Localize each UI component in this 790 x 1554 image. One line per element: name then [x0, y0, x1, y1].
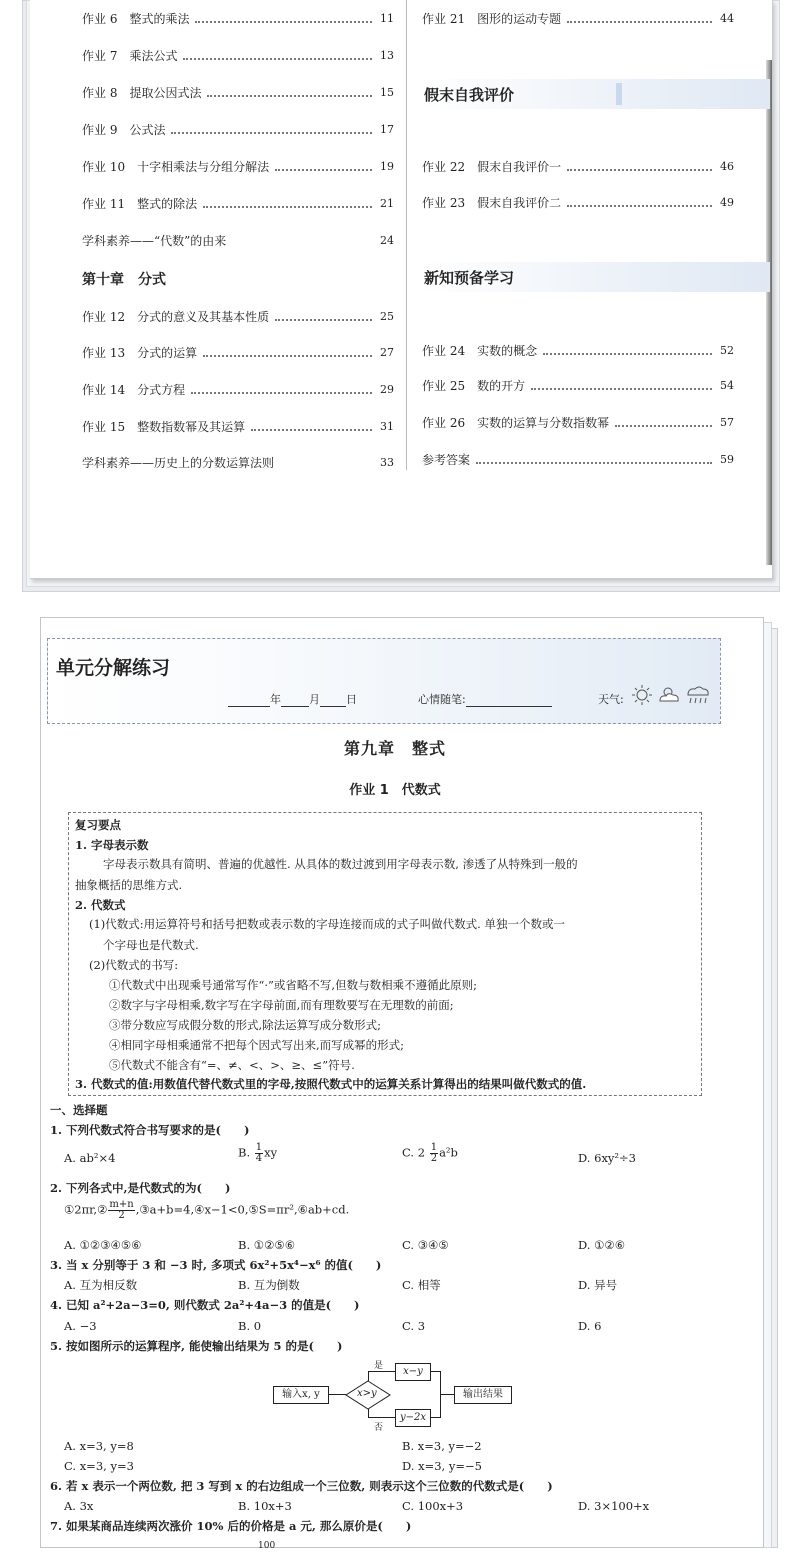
toc-item-page: 19	[380, 160, 394, 173]
toc-item-label: 作业 25 数的开方	[422, 376, 531, 396]
review-heading: 复习要点	[75, 818, 121, 832]
column-divider	[406, 0, 407, 470]
flow-input: 输入x, y	[273, 1386, 329, 1404]
toc-item-label: 参考答案	[422, 450, 476, 470]
weather-line: 天气:	[598, 693, 624, 706]
toc-item-label: 作业 11 整式的除法	[82, 194, 203, 214]
toc-item-page: 11	[380, 12, 394, 25]
partly-cloudy-icon	[660, 688, 678, 701]
option-a: A. −3	[64, 1319, 97, 1333]
option-a: A. x=3, y=8	[64, 1439, 134, 1453]
toc-item-page: 31	[380, 420, 394, 433]
review-line: ②数字与字母相乘,数字写在字母前面,而有理数要写在无理数的前面;	[109, 998, 454, 1012]
review-line: ①代数式中出现乘号通常写作“·”或省略不写,但数与数相乘不遵循此原则;	[109, 978, 477, 992]
toc-item-label: 作业 23 假末自我评价二	[422, 193, 567, 213]
toc-item-label: 作业 22 假末自我评价一	[422, 157, 567, 177]
option-a: A. ab²×4	[64, 1151, 116, 1165]
toc-item-page: 54	[720, 379, 734, 392]
toc-item-page: 13	[380, 49, 394, 62]
toc-item-label: 作业 7 乘法公式	[82, 46, 183, 66]
option-b: B. x=3, y=−2	[402, 1439, 482, 1453]
toc-item-label: 作业 13 分式的运算	[82, 343, 203, 363]
review-line: 个字母也是代数式.	[103, 938, 199, 952]
question-2-items: ①2πr,② $\frac{m+n}{2}$ ,③a+b=4,④x−1<0,⑤S=πr²,⑥ab+cd.	[64, 1199, 350, 1221]
question-7: 7. 如果某商品连续两次涨价 10% 后的价格是 a 元, 那么原价是( )	[50, 1519, 412, 1533]
toc-item-label: 学科素养——“代数”的由来	[82, 231, 232, 251]
option-b: B. 10x+3	[238, 1499, 292, 1513]
toc-item	[82, 157, 394, 177]
homework-title: 作业 1 代数式	[349, 783, 441, 798]
mood-line: 心情随笔:	[418, 691, 552, 707]
toc-item-page: 52	[720, 344, 734, 357]
option-d: D. x=3, y=−5	[402, 1459, 482, 1473]
review-line: 1. 字母表示数	[75, 838, 149, 852]
toc-item-page: 17	[380, 123, 394, 136]
toc-item-page: 57	[720, 416, 734, 429]
toc-item	[82, 46, 394, 66]
option-a: A. ①②③④⑤⑥	[64, 1238, 142, 1252]
toc-item-label: 作业 10 十字相乘法与分组分解法	[82, 157, 275, 177]
toc-item	[422, 341, 734, 361]
flow-no-label: 否	[374, 1423, 384, 1433]
option-c: C. 3	[402, 1319, 426, 1333]
review-points-box	[68, 812, 702, 1096]
toc-item	[82, 83, 394, 103]
unit-title: 单元分解练习	[56, 657, 171, 679]
rain-icon	[688, 687, 708, 703]
toc-item	[422, 9, 734, 29]
toc-item-page: 25	[380, 310, 394, 323]
flow-yes-op: x−y	[395, 1363, 431, 1381]
review-line: (2)代数式的书写:	[89, 958, 179, 972]
toc-item-label: 作业 15 整数指数幂及其运算	[82, 417, 251, 437]
review-line: 2. 代数式	[75, 898, 126, 912]
toc-item-label: 作业 21 图形的运动专题	[422, 9, 567, 29]
toc-item-page: 15	[380, 86, 394, 99]
flow-condition: x>y	[357, 1388, 377, 1399]
toc-item-page: 29	[380, 383, 394, 396]
toc-item	[422, 193, 734, 213]
review-line: ④相同字母相乘通常不把每个因式写出来,而写成幂的形式;	[109, 1038, 405, 1052]
toc-item	[422, 376, 734, 396]
toc-item	[82, 380, 394, 400]
toc-item-page: 24	[380, 234, 394, 247]
weather-icons	[632, 683, 712, 707]
option-c: C. ③④⑤	[402, 1238, 449, 1252]
toc-item-page: 33	[380, 456, 394, 469]
section-banner-new	[420, 262, 770, 292]
option-b: B. $\frac{1}{4}$ xy	[238, 1142, 278, 1164]
toc-item-page: 49	[720, 196, 734, 209]
option-a: A. 3x	[64, 1499, 94, 1513]
flow-output: 输出结果	[454, 1386, 512, 1404]
toc-item-label: 作业 8 提取公因式法	[82, 83, 207, 103]
review-line: 抽象概括的思维方式.	[75, 878, 183, 892]
review-line: 字母表示数具有简明、普遍的优越性. 从具体的数过渡到用字母表示数, 渗透了从特殊到一般的	[103, 857, 578, 871]
toc-item-page: 46	[720, 160, 734, 173]
option-a: A. 互为相反数	[64, 1278, 138, 1292]
option-c: C. 100x+3	[402, 1499, 464, 1513]
option-d: D. 异号	[578, 1278, 618, 1292]
toc-item-label: 作业 24 实数的概念	[422, 341, 543, 361]
toc-item-page: 21	[380, 197, 394, 210]
toc-item-label: 学科素养——历史上的分数运算法则	[82, 453, 280, 473]
review-line: (1)代数式:用运算符号和括号把数或表示数的字母连接而成的式子叫做代数式. 单独一个数或一	[89, 917, 565, 931]
option-b: B. ①②⑤⑥	[238, 1238, 296, 1252]
option-d: D. 3×100+x	[578, 1499, 650, 1513]
toc-item	[422, 450, 734, 470]
toc-item-page: 44	[720, 12, 734, 25]
toc-item	[82, 343, 394, 363]
sun-icon	[632, 685, 652, 705]
option-d: D. ①②⑥	[578, 1238, 626, 1252]
toc-item-label: 作业 9 公式法	[82, 120, 171, 140]
option-c: C. x=3, y=3	[64, 1459, 134, 1473]
section-heading: 一、选择题	[50, 1103, 108, 1117]
question-3: 3. 当 x 分别等于 3 和 −3 时, 多项式 6x²+5x⁴−x⁶ 的值( )	[50, 1258, 382, 1272]
date-line: 年 月 日	[228, 691, 357, 707]
flow-yes-label: 是	[374, 1361, 384, 1371]
toc-item	[82, 417, 394, 437]
question-5: 5. 按如图所示的运算程序, 能使输出结果为 5 的是( )	[50, 1339, 343, 1353]
toc-item-label: 作业 12 分式的意义及其基本性质	[82, 307, 275, 327]
toc-item	[82, 453, 394, 473]
toc-item	[422, 413, 734, 433]
option-d: D. 6xy²÷3	[578, 1151, 636, 1165]
option-c: C. 2 $\frac{1}{2}$ a²b	[402, 1142, 458, 1164]
question-6: 6. 若 x 表示一个两位数, 把 3 写到 x 的右边组成一个三位数, 则表示这个三位数的代数式是( )	[50, 1479, 553, 1493]
review-line: 3. 代数式的值:用数值代替代数式里的字母,按照代数式中的运算关系计算得出的结果叫做代数式的值.	[75, 1077, 587, 1091]
flow-no-op: y−2x	[395, 1409, 431, 1427]
toc-item-page: 27	[380, 346, 394, 359]
toc-item	[82, 9, 394, 29]
section-title: 假末自我评价	[424, 86, 515, 104]
question-1: 1. 下列代数式符合书写要求的是( )	[50, 1123, 250, 1137]
chapter-title: 第九章 整式	[343, 739, 446, 758]
review-line: ⑤代数式不能含有“=、≠、<、>、≥、≤”符号.	[109, 1058, 355, 1072]
toc-item	[422, 157, 734, 177]
question-2: 2. 下列各式中,是代数式的为( )	[50, 1181, 231, 1195]
toc-item-label: 作业 26 实数的运算与分数指数幂	[422, 413, 615, 433]
option-b: B. 互为倒数	[238, 1278, 300, 1292]
option-b: B. 0	[238, 1319, 262, 1333]
section-banner-final	[420, 79, 770, 109]
chapter-heading: 第十章 分式	[82, 272, 166, 288]
question-4: 4. 已知 a²+2a−3=0, 则代数式 2a²+4a−3 的值是( )	[50, 1298, 360, 1312]
section-title: 新知预备学习	[424, 269, 515, 287]
option-c: C. 相等	[402, 1278, 441, 1292]
review-line: ③带分数应写成假分数的形式,除法运算写成分数形式;	[109, 1018, 382, 1032]
unit-header-box	[47, 638, 721, 724]
question-7-fraction-partial: 100	[258, 1541, 276, 1551]
toc-item	[82, 307, 394, 327]
option-d: D. 6	[578, 1319, 602, 1333]
toc-item	[82, 120, 394, 140]
toc-item	[82, 231, 394, 251]
toc-item-label: 作业 6 整式的乘法	[82, 9, 195, 29]
toc-item-label: 作业 14 分式方程	[82, 380, 191, 400]
page-binding-shadow	[766, 60, 772, 565]
toc-item	[82, 194, 394, 214]
toc-item-page: 59	[720, 453, 734, 466]
